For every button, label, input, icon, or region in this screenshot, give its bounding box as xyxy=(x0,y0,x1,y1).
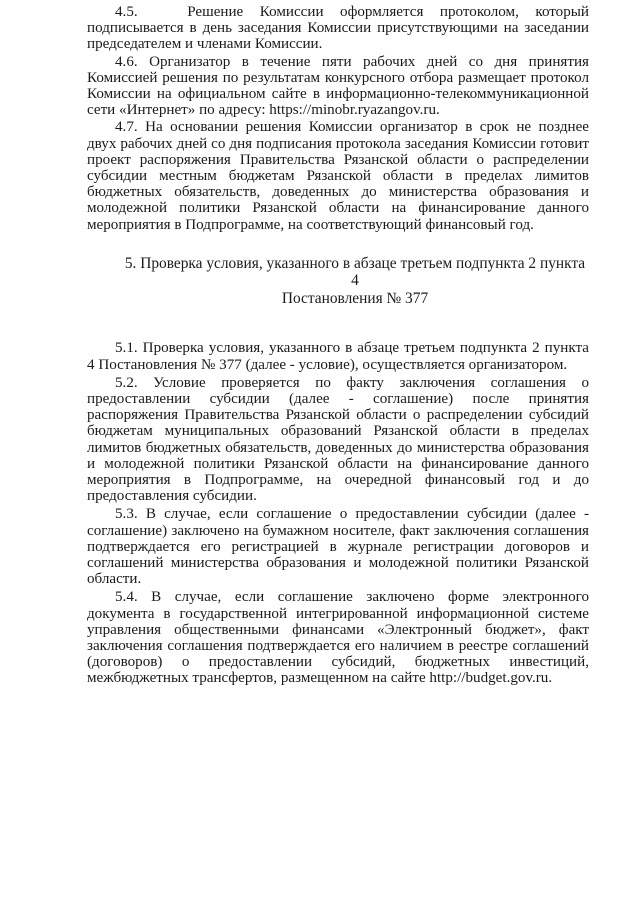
section-5-heading-line-1: 5. Проверка условия, указанного в абзаце третьем подпункта 2 пункта 4 xyxy=(124,254,586,290)
section-5-heading xyxy=(87,255,589,308)
paragraph-5-4: 5.4. В случае, если соглашение заключено форме электронного документа в государственной интегрированной информационной системе управления общественными финансами «Электронный бюджет», факт заключения соглашения подтверждается его наличием в реестре соглашений (договоров) о предоставлении субсидий, бюджетных инвестиций, межбюджетных трансфертов, размещенном на сайте http://budget.gov.ru. xyxy=(87,589,589,687)
document-page xyxy=(87,4,589,687)
section-5-heading-line-2: Постановления № 377 xyxy=(281,289,429,307)
paragraph-5-2: 5.2. Условие проверяется по факту заключения соглашения о предоставлении субсидии (далее - соглашение) после принятия распоряжения Правительства Рязанской области о распределении субсидий бюджетам муниципальных образований Рязанской области в пределах лимитов бюджетных обязательств, доведенных до министерства образования и молодежной политики Рязанской области на финансирование данного мероприятия в Подпрограмме, на очередной финансовый год и до предоставления субсидии. xyxy=(87,374,589,505)
paragraph-4-6: 4.6. Организатор в течение пяти рабочих дней со дня принятия Комиссией решения по результатам конкурсного отбора размещает протокол Комиссии на официальном сайте в информационно-телекоммуникационной сети «Интернет» по адресу: https://minobr.ryazangov.ru. xyxy=(87,53,589,119)
paragraph-4-5: 4.5. Решение Комиссии оформляется протоколом, который подписывается в день заседания Комиссии присутствующими на заседании председателем и членами Комиссии. xyxy=(87,4,589,53)
paragraph-5-1: 5.1. Проверка условия, указанного в абзаце третьем подпункта 2 пункта 4 Постановления № 377 (далее - условие), осуществляется организатором. xyxy=(87,340,589,373)
paragraph-5-3: 5.3. В случае, если соглашение о предоставлении субсидии (далее - соглашение) заключено на бумажном носителе, факт заключения соглашения подтверждается его регистрацией в журнале регистрации договоров и соглашений министерства образования и молодежной политики Рязанской области. xyxy=(87,506,589,588)
paragraph-4-7: 4.7. На основании решения Комиссии организатор в срок не позднее двух рабочих дней со дня подписания протокола заседания Комиссии готовит проект распоряжения Правительства Рязанской области о распределении субсидии местным бюджетам Рязанской области в пределах лимитов бюджетных обязательств, доведенных до министерства образования и молодежной политики Рязанской области на финансирование данного мероприятия в Подпрограмме, на соответствующий финансовый год. xyxy=(87,119,589,233)
